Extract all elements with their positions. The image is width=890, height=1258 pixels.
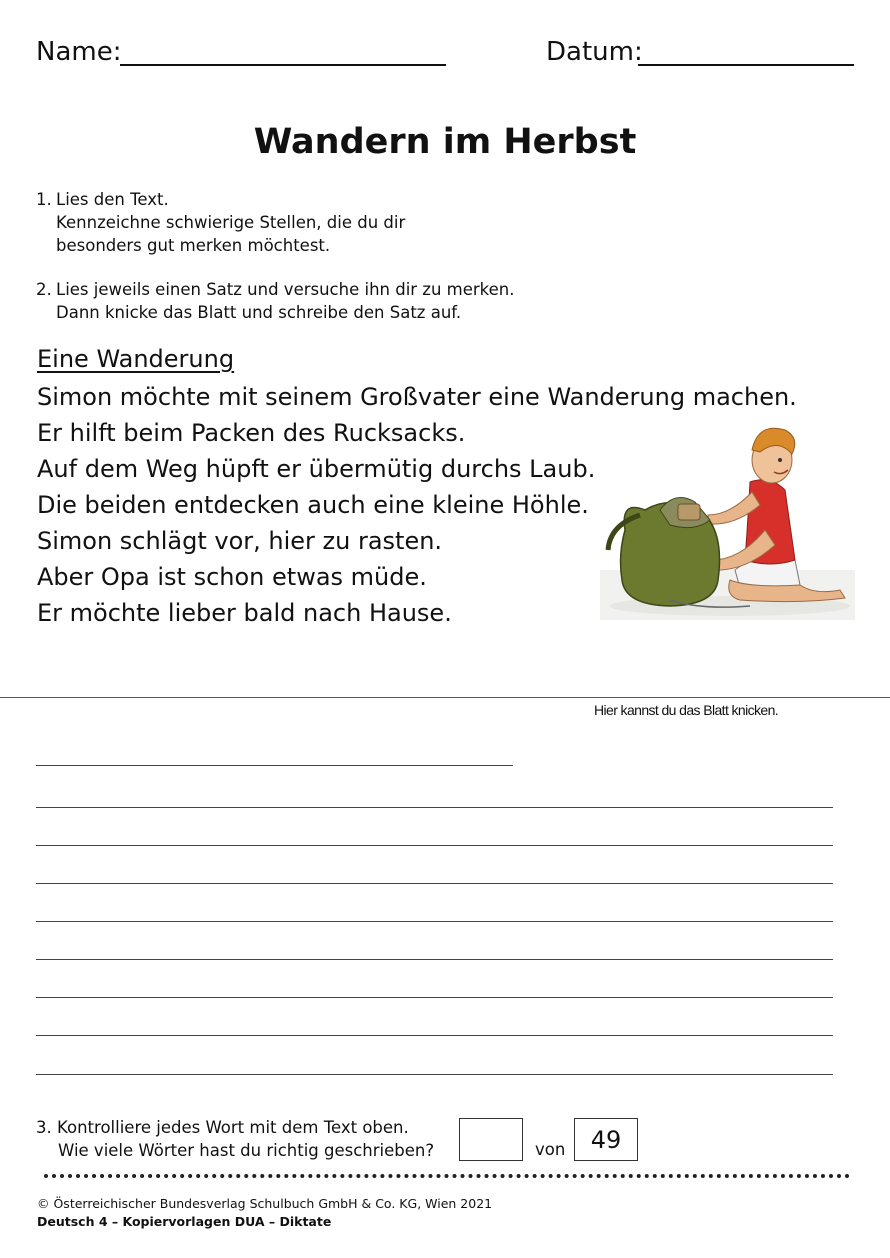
footer (37, 1195, 492, 1231)
instruction-number: 2. (36, 280, 52, 299)
writing-line[interactable] (36, 1074, 833, 1075)
von-label: von (535, 1140, 566, 1159)
story-sentence: Simon möchte mit seinem Großvater eine Wanderung machen. (37, 383, 797, 411)
writing-line[interactable] (36, 1035, 833, 1036)
story-sentence: Auf dem Weg hüpft er übermütig durchs Laub. (37, 455, 596, 483)
instruction-line: Lies den Text. (56, 190, 169, 209)
writing-line[interactable] (36, 807, 833, 808)
writing-line[interactable] (36, 883, 833, 884)
correct-words-box[interactable] (459, 1118, 523, 1161)
question-number: 3. (36, 1118, 52, 1137)
dotted-separator (44, 1174, 850, 1178)
date-label: Datum: (546, 37, 643, 67)
date-field[interactable] (638, 64, 854, 66)
copyright-text: © Österreichischer Bundesverlag Schulbuch GmbH & Co. KG, Wien 2021 (37, 1196, 493, 1211)
writing-line[interactable] (36, 997, 833, 998)
instruction-number: 1. (36, 190, 52, 209)
writing-line[interactable] (36, 765, 513, 766)
fold-hint: Hier kannst du das Blatt knicken. (594, 702, 779, 718)
name-field[interactable] (120, 64, 446, 66)
writing-line[interactable] (36, 959, 833, 960)
story-sentence: Er hilft beim Packen des Rucksacks. (37, 419, 466, 447)
story-sentence: Simon schlägt vor, hier zu rasten. (37, 527, 443, 555)
boy-packing-backpack-icon (600, 420, 855, 625)
story-sentence: Aber Opa ist schon etwas müde. (37, 563, 427, 591)
instruction-line: Kennzeichne schwierige Stellen, die du dir (56, 213, 406, 232)
instruction-1 (36, 188, 405, 257)
instruction-line: Dann knicke das Blatt und schreibe den Satz auf. (56, 303, 462, 322)
writing-line[interactable] (36, 921, 833, 922)
name-label: Name: (36, 37, 122, 67)
instruction-line: Lies jeweils einen Satz und versuche ihn dir zu merken. (56, 280, 515, 299)
story-sentence: Die beiden entdecken auch eine kleine Höhle. (37, 491, 589, 519)
question-line: Wie viele Wörter hast du richtig geschrieben? (58, 1141, 435, 1160)
instruction-2 (36, 278, 515, 324)
story-sentence: Er möchte lieber bald nach Hause. (37, 599, 452, 627)
fold-line (0, 697, 890, 698)
page-title: Wandern im Herbst (253, 122, 637, 162)
question-3 (36, 1116, 434, 1162)
question-line: Kontrolliere jedes Wort mit dem Text oben. (57, 1118, 409, 1137)
instruction-line: besonders gut merken möchtest. (56, 236, 331, 255)
book-title: Deutsch 4 – Kopiervorlagen DUA – Diktate (37, 1214, 332, 1229)
writing-line[interactable] (36, 845, 833, 846)
story-heading: Eine Wanderung (37, 345, 235, 373)
total-words-box: 49 (574, 1118, 638, 1161)
